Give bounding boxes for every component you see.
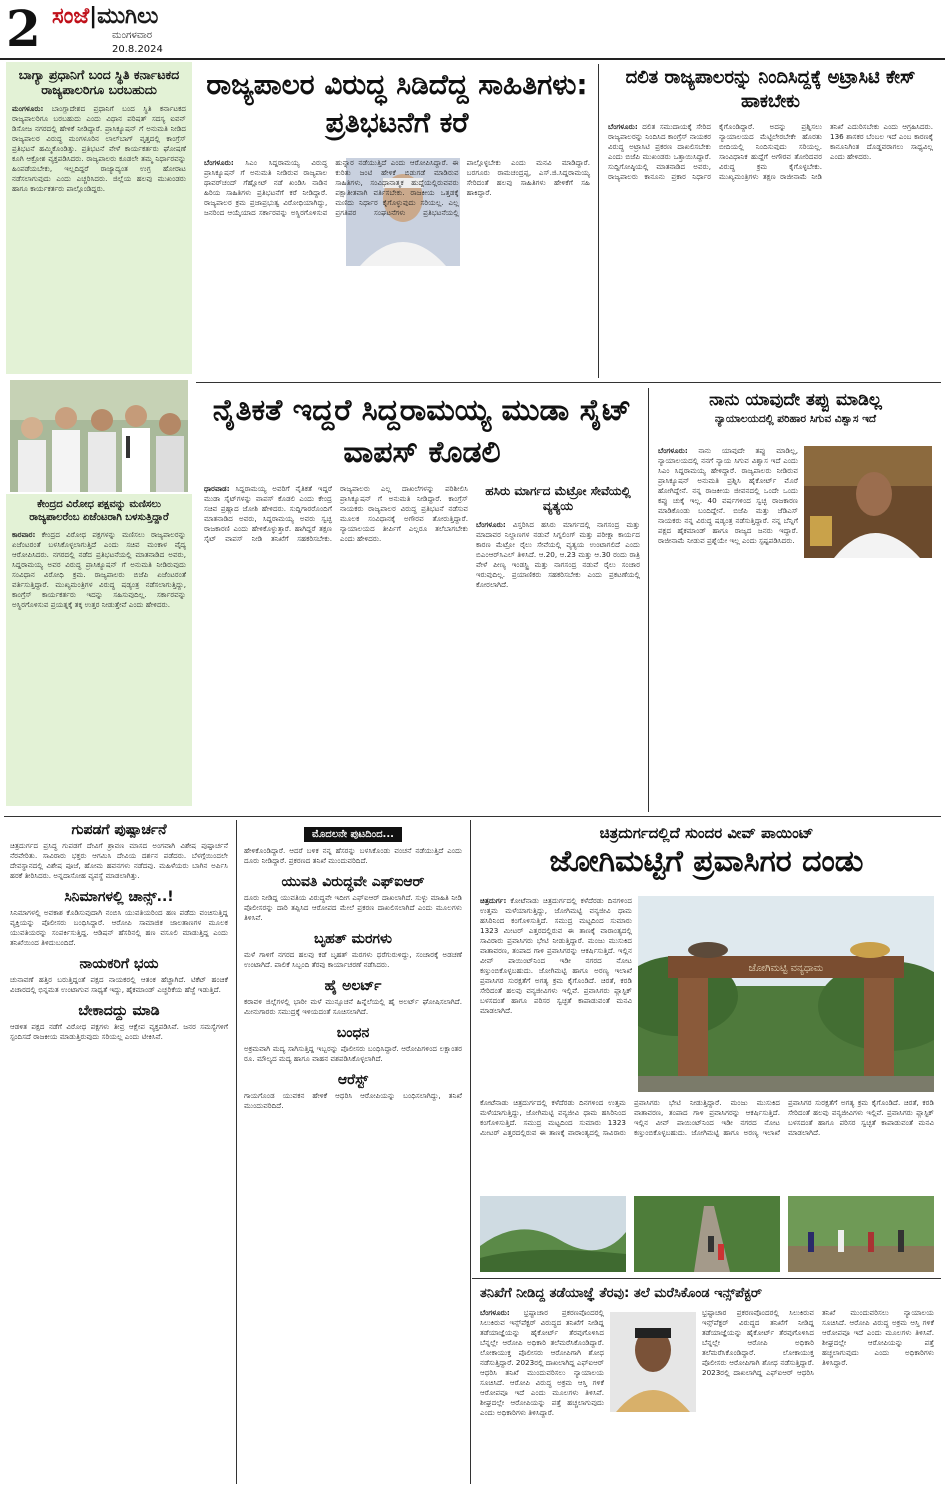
story1-text: ಸಿಎಂ ಸಿದ್ದರಾಮಯ್ಯ ವಿರುದ್ಧ ಪ್ರಾಸಿಕ್ಯೂಷನ್ ಗೆ ಅನುಮತಿ ನೀಡಿರುವ ರಾಜ್ಯಪಾಲ ಥಾವರ್‌ಚಂದ್ ಗೆಹ್ಲೋಟ್ ನಡೆ ಖಂಡಿಸಿ ನಾಡಿನ ಹಿರಿಯ ಸಾಹಿತಿಗಳು ಪ್ರತಿಭಟನೆಗೆ ಕರೆ ನೀಡಿದ್ದಾರೆ. ರಾಜ್ಯಪಾಲರ ಕ್ರಮ ಪ್ರಜಾಪ್ರಭುತ್ವ ವಿರೋಧಿಯಾಗಿದ್ದು, ಜನರಿಂದ ಆಯ್ಕೆಯಾದ ಸರ್ಕಾರವನ್ನು ಅಸ್ಥಿರಗೊಳಿಸುವ ಹುನ್ನಾರ ನಡೆಯುತ್ತಿದೆ ಎಂದು ಆರೋಪಿಸಿದ್ದಾರೆ. ಈ ಕುರಿತು ಜಂಟಿ ಹೇಳಿಕೆ ಬಿಡುಗಡೆ ಮಾಡಿರುವ ಸಾಹಿತಿಗಳು, ಸಂವಿಧಾನಾತ್ಮಕ ಹುದ್ದೆಯಲ್ಲಿರುವವರು ಪಕ್ಷಾತೀತವಾಗಿ ವರ್ತಿಸಬೇಕು. ರಾಜಕೀಯ ಒತ್ತಡಕ್ಕೆ ಮಣಿದು ನಿರ್ಧಾರ ಕೈಗೊಳ್ಳುವುದು ಸರಿಯಲ್ಲ. ಎಲ್ಲ ಪ್ರಗತಿಪರ ಸಂಘಟನೆಗಳು ಪ್ರತಿಭಟನೆಯಲ್ಲಿ ಪಾಲ್ಗೊಳ್ಳಬೇಕು ಎಂದು ಮನವಿ ಮಾಡಿದ್ದಾರೆ. ಬರಗೂರು ರಾಮಚಂದ್ರಪ್ಪ, ಎಸ್.ಜಿ.ಸಿದ್ದರಾಮಯ್ಯ ಸೇರಿದಂತೆ ಹಲವು ಸಾಹಿತಿಗಳು ಹೇಳಿಕೆಗೆ ಸಹಿ ಹಾಕಿದ್ದಾರೆ. — [204, 158, 590, 217]
story2-headline: ದಲಿತ ರಾಜ್ಯಪಾಲರನ್ನು ನಿಂದಿಸಿದ್ದಕ್ಕೆ ಅಟ್ರಾಸಿಟಿ ಕೇಸ್ ಹಾಕಬೇಕು — [625, 67, 916, 112]
story5-section3-head: ನಾಯಕರಿಗೆ ಭಯ — [79, 956, 159, 972]
story-cm-innocent — [652, 386, 939, 814]
story6-section5-body: ಗಾಯಗೊಂಡ ಯುವಕನ ಹೇಳಿಕೆ ಆಧರಿಸಿ ಆರೋಪಿಯನ್ನು ಬಂಧಿಸಲಾಗಿದ್ದು, ತನಿಖೆ ಮುಂದುವರಿದಿದೆ. — [244, 1091, 462, 1110]
cm-photo — [804, 446, 932, 558]
page-number: 2 — [6, 0, 41, 58]
story6-section4-body: ಅಕ್ರಮವಾಗಿ ಮದ್ಯ ಸಾಗಿಸುತ್ತಿದ್ದ ಇಬ್ಬರನ್ನು ಪೊಲೀಸರು ಬಂಧಿಸಿದ್ದಾರೆ. ಆರೋಪಿಗಳಿಂದ ಲಕ್ಷಾಂತರ ರೂ. ಮೌಲ್ಯದ ಮದ್ಯ ಹಾಗೂ ವಾಹನ ವಶಪಡಿಸಿಕೊಳ್ಳಲಾಗಿದೆ. — [244, 1044, 462, 1063]
protest-photo — [10, 380, 188, 492]
story6-section3-body: ಕರಾವಳಿ ಜಿಲ್ಲೆಗಳಲ್ಲಿ ಭಾರೀ ಮಳೆ ಮುನ್ಸೂಚನೆ ಹಿನ್ನೆಲೆಯಲ್ಲಿ ಹೈ ಅಲರ್ಟ್ ಘೋಷಿಸಲಾಗಿದೆ. ಮೀನುಗಾರರು ಸಮುದ್ರಕ್ಕೆ ಇಳಿಯದಂತೆ ಸೂಚಿಸಲಾಗಿದೆ. — [244, 997, 462, 1016]
left-top-dateline: ಮಂಗಳೂರು: — [12, 103, 44, 113]
metro-dateline: ಬೆಂಗಳೂರು: — [476, 520, 506, 529]
story-governor-writers — [198, 62, 596, 380]
story2-text: ದಲಿತ ಸಮುದಾಯಕ್ಕೆ ಸೇರಿದ ರಾಜ್ಯಪಾಲರನ್ನು ನಿಂದಿಸಿದ ಕಾಂಗ್ರೆಸ್ ನಾಯಕರ ವಿರುದ್ಧ ಅಟ್ರಾಸಿಟಿ ಪ್ರಕರಣ ದಾಖಲಿಸಬೇಕು ಎಂದು ಬಿಜೆಪಿ ಮುಖಂಡರು ಒತ್ತಾಯಿಸಿದ್ದಾರೆ. ಸುದ್ದಿಗೋಷ್ಠಿಯಲ್ಲಿ ಮಾತನಾಡಿದ ಅವರು, ರಾಜ್ಯಪಾಲರು ಕಾನೂನು ಪ್ರಕಾರ ನಿರ್ಧಾರ ಕೈಗೊಂಡಿದ್ದಾರೆ. ಅದನ್ನು ಪ್ರಶ್ನಿಸಲು ನ್ಯಾಯಾಲಯದ ಮೆಟ್ಟಿಲೇರಬೇಕೇ ಹೊರತು ಬೀದಿಯಲ್ಲಿ ನಿಂದಿಸುವುದು ಸರಿಯಲ್ಲ. ಸಾಂವಿಧಾನಿಕ ಹುದ್ದೆಗೆ ಅಗೌರವ ತೋರಿದವರ ವಿರುದ್ಧ ಕ್ರಮ ಕೈಗೊಳ್ಳಬೇಕು. ಮುಖ್ಯಮಂತ್ರಿಗಳು ತಕ್ಷಣ ರಾಜೀನಾಮೆ ನೀಡಿ ತನಿಖೆ ಎದುರಿಸಬೇಕು ಎಂದು ಆಗ್ರಹಿಸಿದರು. 136 ಶಾಸಕರ ಬೆಂಬಲ ಇದೆ ಎಂಬ ಕಾರಣಕ್ಕೆ ಕಾನೂನಿಗಿಂತ ದೊಡ್ಡವರಾಗಲು ಸಾಧ್ಯವಿಲ್ಲ ಎಂದು ಹೇಳಿದರು. — [608, 122, 933, 181]
inspector-photo-graphic — [610, 1312, 696, 1412]
story8-body-right — [702, 1308, 934, 1480]
brand-separator: | — [89, 4, 98, 29]
row-rule — [4, 816, 941, 817]
left-bottom-dateline: ಕಾರವಾರ: — [12, 530, 36, 539]
story7-body-left — [480, 896, 632, 1092]
story4-text: ನಾನು ಯಾವುದೇ ತಪ್ಪು ಮಾಡಿಲ್ಲ, ನ್ಯಾಯಾಲಯದಲ್ಲಿ ನನಗೆ ನ್ಯಾಯ ಸಿಗುವ ವಿಶ್ವಾಸ ಇದೆ ಎಂದು ಸಿಎಂ ಸಿದ್ದರಾಮಯ್ಯ ಹೇಳಿದ್ದಾರೆ. ರಾಜ್ಯಪಾಲರು ನೀಡಿರುವ ಪ್ರಾಸಿಕ್ಯೂಷನ್ ಅನುಮತಿ ಪ್ರಶ್ನಿಸಿ ಹೈಕೋರ್ಟ್ ಮೊರೆ ಹೋಗಿದ್ದೇನೆ. ನನ್ನ ರಾಜಕೀಯ ಜೀವನದಲ್ಲಿ ಒಂದೇ ಒಂದು ಕಪ್ಪು ಚುಕ್ಕೆ ಇಲ್ಲ. 40 ವರ್ಷಗಳಿಂದ ಸ್ವಚ್ಛ ರಾಜಕಾರಣ ಮಾಡಿಕೊಂಡು ಬಂದಿದ್ದೇನೆ. ಬಿಜೆಪಿ ಮತ್ತು ಜೆಡಿಎಸ್ ನಾಯಕರು ನನ್ನ ವಿರುದ್ಧ ಷಡ್ಯಂತ್ರ ನಡೆಸುತ್ತಿದ್ದಾರೆ. ನನ್ನ ಬೆನ್ನಿಗೆ ಪಕ್ಷದ ಹೈಕಮಾಂಡ್ ಹಾಗೂ ರಾಜ್ಯದ ಜನರು ಇದ್ದಾರೆ. ರಾಜೀನಾಮೆ ನೀಡುವ ಪ್ರಶ್ನೆಯೇ ಇಲ್ಲ ಎಂದು ಸ್ಪಷ್ಟಪಡಿಸಿದರು. — [658, 446, 798, 545]
column-rule — [236, 820, 237, 1484]
story-continued — [240, 820, 466, 1484]
story7-dateline: ಚಿತ್ರದುರ್ಗ: — [480, 896, 507, 905]
tourists-photo — [788, 1196, 934, 1272]
path-photo-graphic — [634, 1196, 780, 1272]
brand-part-1: ಸಂಜೆ — [52, 4, 90, 29]
brand-part-2: ಮುಗಿಲು — [97, 4, 159, 29]
path-photo — [634, 1196, 780, 1272]
left-top-story — [6, 62, 192, 374]
left-top-headline: ಬಾಗ್ಯಾ ಪ್ರಧಾನಿಗೆ ಬಂದ ಸ್ಥಿತಿ ಕರ್ನಾಟಕದ ರಾಜ್ಯಪಾಲರಿಗೂ ಬರಬಹುದು — [18, 67, 180, 97]
jogimatti-gate-graphic — [638, 896, 934, 1092]
story8-text: ಭ್ರಷ್ಟಾಚಾರ ಪ್ರಕರಣವೊಂದರಲ್ಲಿ ಸಿಲುಕಿರುವ ಇನ್ಸ್‌ಪೆಕ್ಟರ್ ವಿರುದ್ಧದ ತನಿಖೆಗೆ ನೀಡಿದ್ದ ತಡೆಯಾಜ್ಞೆಯನ್ನು ಹೈಕೋರ್ಟ್ ತೆರವುಗೊಳಿಸಿದ ಬೆನ್ನಲ್ಲೇ ಆರೋಪಿ ಅಧಿಕಾರಿ ತಲೆಮರೆಸಿಕೊಂಡಿದ್ದಾರೆ. ಲೋಕಾಯುಕ್ತ ಪೊಲೀಸರು ಆರೋಪಿಗಾಗಿ ಶೋಧ ನಡೆಸುತ್ತಿದ್ದಾರೆ. 2023ರಲ್ಲಿ ದಾಖಲಾಗಿದ್ದ ಎಫ್‌ಐಆರ್ ಆಧರಿಸಿ ತನಿಖೆ ಮುಂದುವರಿಸಲು ನ್ಯಾಯಾಲಯ ಸೂಚಿಸಿದೆ. ಆರೋಪಿ ವಿರುದ್ಧ ಅಕ್ರಮ ಆಸ್ತಿ ಗಳಿಕೆ ಆರೋಪವೂ ಇದೆ ಎಂದು ಮೂಲಗಳು ತಿಳಿಸಿವೆ. ಶೀಘ್ರದಲ್ಲೇ ಆರೋಪಿಯನ್ನು ಪತ್ತೆ ಹಚ್ಚಲಾಗುವುದು ಎಂದು ಅಧಿಕಾರಿಗಳು ತಿಳಿಸಿದ್ದಾರೆ. — [480, 1308, 604, 1417]
masthead — [0, 0, 945, 60]
story5-section2-body: ಸಿನಿಮಾಗಳಲ್ಲಿ ಅವಕಾಶ ಕೊಡಿಸುವುದಾಗಿ ನಂಬಿಸಿ ಯುವತಿಯರಿಂದ ಹಣ ಪಡೆದು ವಂಚಿಸುತ್ತಿದ್ದ ವ್ಯಕ್ತಿಯನ್ನು ಪೊಲೀಸರು ಬಂಧಿಸಿದ್ದಾರೆ. ಆರೋಪಿ ಸಾಮಾಜಿಕ ಜಾಲತಾಣಗಳ ಮೂಲಕ ಯುವತಿಯರನ್ನು ಸಂಪರ್ಕಿಸುತ್ತಿದ್ದ. ಆಡಿಷನ್ ಹೆಸರಿನಲ್ಲಿ ಹಣ ವಸೂಲಿ ಮಾಡುತ್ತಿದ್ದ ಎಂದು ತನಿಖೆಯಿಂದ ತಿಳಿದುಬಂದಿದೆ. — [10, 908, 228, 947]
column-rule — [598, 64, 599, 378]
continued-tag: ಮೊದಲನೇ ಪುಟದಿಂದ... — [304, 827, 402, 842]
story-muda-site — [198, 386, 646, 814]
story6-section4-head: ಬಂಧನ — [336, 1025, 370, 1041]
hills-photo-graphic — [480, 1196, 626, 1272]
story6-section1-body: ದೂರು ನೀಡಿದ್ದ ಯುವತಿಯ ವಿರುದ್ಧವೇ ಇದೀಗ ಎಫ್‌ಐಆರ್ ದಾಖಲಾಗಿದೆ. ಸುಳ್ಳು ಮಾಹಿತಿ ನೀಡಿ ಪೊಲೀಸರನ್ನು ದಾರಿ ತಪ್ಪಿಸಿದ ಆರೋಪದ ಮೇಲೆ ಪ್ರಕರಣ ದಾಖಲಿಸಲಾಗಿದೆ ಎಂದು ಮೂಲಗಳು ತಿಳಿಸಿವೆ. — [244, 893, 462, 922]
left-photo-caption: ಕೇಂದ್ರದ ವಿರೋಧ ಪಕ್ಷವನ್ನು ಮಣಿಸಲು ರಾಜ್ಯಪಾಲರೆಂಬ ಏಜೆಂಟರಾಗಿ ಬಳಸುತ್ತಿದ್ದಾರೆ — [29, 499, 169, 523]
metro-body — [476, 520, 640, 590]
story5-section2-head: ಸಿನಿಮಾಗಳಲ್ಲಿ ಚಾನ್ಸ್..! — [64, 889, 174, 905]
story1-body — [204, 158, 590, 374]
story1-dateline: ಬೆಂಗಳೂರು: — [204, 158, 234, 167]
story7-text-continued: ಕೋಟೆನಾಡು ಚಿತ್ರದುರ್ಗದಲ್ಲಿ ಕಳೆದೆರಡು ದಿನಗಳಿಂದ ಉತ್ತಮ ಮಳೆಯಾಗುತ್ತಿದ್ದು, ಜೋಗಿಮಟ್ಟಿ ವನ್ಯಜೀವಿ ಧಾಮ ಹಸಿರಿನಿಂದ ಕಂಗೊಳಿಸುತ್ತಿದೆ. ಸಮುದ್ರ ಮಟ್ಟದಿಂದ ಸುಮಾರು 1323 ಮೀಟರ್ ಎತ್ತರದಲ್ಲಿರುವ ಈ ತಾಣಕ್ಕೆ ವಾರಾಂತ್ಯದಲ್ಲಿ ಸಾವಿರಾರು ಪ್ರವಾಸಿಗರು ಭೇಟಿ ನೀಡುತ್ತಿದ್ದಾರೆ. ಮಂಜು ಮುಸುಕಿದ ವಾತಾವರಣ, ತಂಪಾದ ಗಾಳಿ ಪ್ರವಾಸಿಗರನ್ನು ಆಕರ್ಷಿಸುತ್ತಿದೆ. ಇಲ್ಲಿನ ವೀವ್ ಪಾಯಿಂಟ್‌ನಿಂದ ಇಡೀ ನಗರದ ನೋಟ ಕಣ್ತುಂಬಿಕೊಳ್ಳಬಹುದು. ಜೋಗಿಮಟ್ಟಿ ಹಾಗೂ ಅರಣ್ಯ ಇಲಾಖೆ ಪ್ರವಾಸಿಗರ ಸುರಕ್ಷತೆಗೆ ಅಗತ್ಯ ಕ್ರಮ ಕೈಗೊಂಡಿದೆ. ಚಿರತೆ, ಕರಡಿ ಸೇರಿದಂತೆ ಹಲವು ವನ್ಯಜೀವಿಗಳು ಇಲ್ಲಿವೆ. ಪ್ರವಾಸಿಗರು ಪ್ಲಾಸ್ಟಿಕ್ ಬಳಸದಂತೆ ಹಾಗೂ ಪರಿಸರ ಸ್ವಚ್ಛತೆ ಕಾಪಾಡುವಂತೆ ಮನವಿ ಮಾಡಲಾಗಿದೆ. — [480, 1098, 934, 1137]
story4-subheadline: ನ್ಯಾಯಾಲಯದಲ್ಲಿ ಪರಿಹಾರ ಸಿಗುವ ವಿಶ್ವಾಸ ಇದೆ — [714, 413, 877, 426]
newspaper-logo — [52, 4, 158, 29]
cm-photo-graphic — [804, 446, 932, 558]
story5-section3-body: ಚುನಾವಣೆ ಹತ್ತಿರ ಬರುತ್ತಿದ್ದಂತೆ ಪಕ್ಷದ ನಾಯಕರಲ್ಲಿ ಆತಂಕ ಹೆಚ್ಚಾಗಿದೆ. ಟಿಕೆಟ್ ಹಂಚಿಕೆ ವಿಚಾರದಲ್ಲಿ ಭಿನ್ನಮತ ಉಂಟಾಗುವ ಸಾಧ್ಯತೆ ಇದ್ದು, ಹೈಕಮಾಂಡ್ ಎಚ್ಚರಿಕೆಯ ಹೆಜ್ಜೆ ಇಡುತ್ತಿದೆ. — [10, 975, 228, 994]
story6-intro: ಹೇಳಿಕೊಂಡಿದ್ದಾರೆ. ಆದರೆ ಬಳಿಕ ನನ್ನ ಹೆಸರನ್ನು ಬಳಸಿಕೊಂಡು ವಂಚನೆ ನಡೆಯುತ್ತಿದೆ ಎಂದು ದೂರು ನೀಡಿದ್ದಾರೆ. ಪ್ರಕರಣದ ತನಿಖೆ ಮುಂದುವರಿದಿದೆ. — [244, 846, 462, 865]
story7-text: ಕೋಟೆನಾಡು ಚಿತ್ರದುರ್ಗದಲ್ಲಿ ಕಳೆದೆರಡು ದಿನಗಳಿಂದ ಉತ್ತಮ ಮಳೆಯಾಗುತ್ತಿದ್ದು, ಜೋಗಿಮಟ್ಟಿ ವನ್ಯಜೀವಿ ಧಾಮ ಹಸಿರಿನಿಂದ ಕಂಗೊಳಿಸುತ್ತಿದೆ. ಸಮುದ್ರ ಮಟ್ಟದಿಂದ ಸುಮಾರು 1323 ಮೀಟರ್ ಎತ್ತರದಲ್ಲಿರುವ ಈ ತಾಣಕ್ಕೆ ವಾರಾಂತ್ಯದಲ್ಲಿ ಸಾವಿರಾರು ಪ್ರವಾಸಿಗರು ಭೇಟಿ ನೀಡುತ್ತಿದ್ದಾರೆ. ಮಂಜು ಮುಸುಕಿದ ವಾತಾವರಣ, ತಂಪಾದ ಗಾಳಿ ಪ್ರವಾಸಿಗರನ್ನು ಆಕರ್ಷಿಸುತ್ತಿದೆ. ಇಲ್ಲಿನ ವೀವ್ ಪಾಯಿಂಟ್‌ನಿಂದ ಇಡೀ ನಗರದ ನೋಟ ಕಣ್ತುಂಬಿಕೊಳ್ಳಬಹುದು. ಜೋಗಿಮಟ್ಟಿ ಹಾಗೂ ಅರಣ್ಯ ಇಲಾಖೆ ಪ್ರವಾಸಿಗರ ಸುರಕ್ಷತೆಗೆ ಅಗತ್ಯ ಕ್ರಮ ಕೈಗೊಂಡಿದೆ. ಚಿರತೆ, ಕರಡಿ ಸೇರಿದಂತೆ ಹಲವು ವನ್ಯಜೀವಿಗಳು ಇಲ್ಲಿವೆ. ಪ್ರವಾಸಿಗರು ಪ್ಲಾಸ್ಟಿಕ್ ಬಳಸದಂತೆ ಹಾಗೂ ಪರಿಸರ ಸ್ವಚ್ಛತೆ ಕಾಪಾಡುವಂತೆ ಮನವಿ ಮಾಡಲಾಗಿದೆ. — [480, 896, 632, 1015]
story3-dateline: ಧಾರವಾಡ: — [204, 484, 230, 493]
story2-body — [608, 122, 933, 372]
story5-body: ಚಿತ್ರದುರ್ಗದ ಪ್ರಸಿದ್ಧ ಗುಪಡಗೆ ದೇವಿಗೆ ಶ್ರಾವಣ ಮಾಸದ ಅಂಗವಾಗಿ ವಿಶೇಷ ಪುಷ್ಪಾರ್ಚನೆ ನೆರವೇರಿತು. ಸಾವಿರಾರು ಭಕ್ತರು ಆಗಮಿಸಿ ದೇವಿಯ ದರ್ಶನ ಪಡೆದರು. ಬೆಳಗ್ಗೆಯಿಂದಲೇ ದೇವಸ್ಥಾನದಲ್ಲಿ ವಿಶೇಷ ಪೂಜೆ, ಹೋಮ ಹವನಗಳು ನಡೆದವು. ಮಹಿಳೆಯರು ಬಾಗಿನ ಅರ್ಪಿಸಿ ಹರಕೆ ತೀರಿಸಿದರು. ಅನ್ನದಾಸೋಹ ವ್ಯವಸ್ಥೆ ಮಾಡಲಾಗಿತ್ತು. — [10, 841, 228, 880]
metro-headline: ಹಸಿರು ಮಾರ್ಗದ ಮೆಟ್ರೋ ಸೇವೆಯಲ್ಲಿ ವ್ಯತ್ಯಯ — [485, 484, 631, 513]
story1-headline: ರಾಜ್ಯಪಾಲರ ವಿರುದ್ಧ ಸಿಡಿದೆದ್ದ ಸಾಹಿತಿಗಳು: ಪ್ರತಿಭಟನೆಗೆ ಕರೆ — [206, 68, 588, 139]
metro-text: ವಿಸ್ತರಿಸಿದ ಹಸಿರು ಮಾರ್ಗದಲ್ಲಿ ನಾಗಸಂದ್ರ ಮತ್ತು ಮಾದಾವರ ನಿಲ್ದಾಣಗಳ ನಡುವೆ ಸಿಗ್ನಲಿಂಗ್ ಮತ್ತು ಪರೀಕ್ಷಾ ಕಾರ್ಯದ ಕಾರಣ ಮೆಟ್ರೋ ರೈಲು ಸೇವೆಯಲ್ಲಿ ವ್ಯತ್ಯಯ ಉಂಟಾಗಲಿದೆ ಎಂದು ಬಿಎಂಆರ್‌ಸಿಎಲ್ ತಿಳಿಸಿದೆ. ಆ.20, ಆ.23 ಮತ್ತು ಆ.30 ರಂದು ರಾತ್ರಿ ವೇಳೆ ಪೀಣ್ಯ ಇಂಡಸ್ಟ್ರಿ ಮತ್ತು ನಾಗಸಂದ್ರ ನಡುವೆ ರೈಲು ಸಂಚಾರ ಇರುವುದಿಲ್ಲ. ಪ್ರಯಾಣಿಕರು ಸಹಕರಿಸಬೇಕು ಎಂದು ಪ್ರಕಟಣೆಯಲ್ಲಿ ಕೋರಲಾಗಿದೆ. — [476, 520, 640, 589]
issue-date: 20.8.2024 — [112, 44, 163, 55]
story8-text-continued: ಭ್ರಷ್ಟಾಚಾರ ಪ್ರಕರಣವೊಂದರಲ್ಲಿ ಸಿಲುಕಿರುವ ಇನ್ಸ್‌ಪೆಕ್ಟರ್ ವಿರುದ್ಧದ ತನಿಖೆಗೆ ನೀಡಿದ್ದ ತಡೆಯಾಜ್ಞೆಯನ್ನು ಹೈಕೋರ್ಟ್ ತೆರವುಗೊಳಿಸಿದ ಬೆನ್ನಲ್ಲೇ ಆರೋಪಿ ಅಧಿಕಾರಿ ತಲೆಮರೆಸಿಕೊಂಡಿದ್ದಾರೆ. ಲೋಕಾಯುಕ್ತ ಪೊಲೀಸರು ಆರೋಪಿಗಾಗಿ ಶೋಧ ನಡೆಸುತ್ತಿದ್ದಾರೆ. 2023ರಲ್ಲಿ ದಾಖಲಾಗಿದ್ದ ಎಫ್‌ಐಆರ್ ಆಧರಿಸಿ ತನಿಖೆ ಮುಂದುವರಿಸಲು ನ್ಯಾಯಾಲಯ ಸೂಚಿಸಿದೆ. ಆರೋಪಿ ವಿರುದ್ಧ ಅಕ್ರಮ ಆಸ್ತಿ ಗಳಿಕೆ ಆರೋಪವೂ ಇದೆ ಎಂದು ಮೂಲಗಳು ತಿಳಿಸಿವೆ. ಶೀಘ್ರದಲ್ಲೇ ಆರೋಪಿಯನ್ನು ಪತ್ತೆ ಹಚ್ಚಲಾಗುವುದು ಎಂದು ಅಧಿಕಾರಿಗಳು ತಿಳಿಸಿದ್ದಾರೆ. — [702, 1308, 934, 1377]
story-gupadage — [6, 820, 232, 1484]
left-top-body — [12, 104, 186, 194]
story-jogimatti — [474, 820, 939, 1276]
issue-day: ಮಂಗಳವಾರ — [112, 30, 153, 41]
story8-body-left — [480, 1308, 604, 1480]
story6-section2-head: ಬೃಹತ್ ಮರಗಳು — [314, 931, 392, 947]
story7-body-lower — [480, 1098, 934, 1190]
row-rule — [196, 382, 941, 383]
protest-photo-graphic — [10, 380, 188, 492]
story6-section3-head: ಹೈ ಅಲರ್ಟ್ — [324, 978, 382, 994]
story-atrocity-case — [602, 62, 939, 380]
story4-headline: ನಾನು ಯಾವುದೇ ತಪ್ಪು ಮಾಡಿಲ್ಲ — [709, 390, 882, 410]
column-rule — [648, 388, 649, 812]
jogimatti-gate-photo — [638, 896, 934, 1092]
story5-headline: ಗುಪಡಗೆ ಪುಷ್ಪಾರ್ಚನೆ — [71, 822, 167, 838]
story7-kicker: ಚಿತ್ರದುರ್ಗದಲ್ಲಿದೆ ಸುಂದರ ವೀವ್ ಪಾಯಿಂಟ್ — [599, 824, 814, 842]
story6-section5-head: ಆರೆಸ್ಟ್ — [337, 1072, 369, 1088]
metro-story — [476, 484, 640, 806]
story7-headline: ಜೋಗಿಮಟ್ಟಿಗೆ ಪ್ರವಾಸಿಗರ ದಂಡು — [549, 844, 864, 879]
gate-sign-text: ಜೋಗಿಮಟ್ಟಿ ವನ್ಯಧಾಮ — [748, 963, 824, 974]
story2-dateline: ಬೆಂಗಳೂರು: — [608, 122, 638, 131]
story3-headline: ನೈತಿಕತೆ ಇದ್ದರೆ ಸಿದ್ದರಾಮಯ್ಯ ಮುಡಾ ಸೈಟ್ ವಾಪಸ್ ಕೊಡಲಿ — [212, 393, 632, 470]
story4-body — [658, 446, 798, 806]
story4-dateline: ಬೆಂಗಳೂರು: — [658, 446, 688, 455]
row-rule — [472, 1278, 941, 1279]
left-bottom-story — [6, 494, 192, 806]
story8-headline: ತನಿಖೆಗೆ ನೀಡಿದ್ದ ತಡೆಯಾಜ್ಞೆ ತೆರವು: ತಲೆ ಮರೆಸಿಕೊಂಡ ಇನ್ಸ್‌ಪೆಕ್ಟರ್ — [480, 1286, 762, 1301]
inspector-photo — [610, 1312, 696, 1412]
left-top-text: ಬಾಂಗ್ಲಾದೇಶದ ಪ್ರಧಾನಿಗೆ ಬಂದ ಸ್ಥಿತಿ ಕರ್ನಾಟಕದ ರಾಜ್ಯಪಾಲರಿಗೂ ಬರಬಹುದು ಎಂದು ವಿಧಾನ ಪರಿಷತ್ ಸದಸ್ಯ ಐವನ್ ಡಿಸೋಜ ನಗರದಲ್ಲಿ ಹೇಳಿಕೆ ನೀಡಿದ್ದಾರೆ. ಪ್ರಾಸಿಕ್ಯೂಷನ್ ಗೆ ಅನುಮತಿ ನೀಡಿದ ರಾಜ್ಯಪಾಲರ ವಿರುದ್ಧ ಮಂಗಳೂರಿನ ಲಾಲ್‌ಬಾಗ್ ವೃತ್ತದಲ್ಲಿ ಕಾಂಗ್ರೆಸ್ ಪ್ರತಿಭಟನೆ ಹಮ್ಮಿಕೊಂಡಿತ್ತು. ಪ್ರತಿಭಟನೆ ವೇಳೆ ಕಾರ್ಯಕರ್ತರು ಘೋಷಣೆ ಕೂಗಿ ಆಕ್ರೋಶ ವ್ಯಕ್ತಪಡಿಸಿದರು. ರಾಜ್ಯಪಾಲರು ಕೂಡಲೇ ತಮ್ಮ ನಿರ್ಧಾರವನ್ನು ಹಿಂಪಡೆಯಬೇಕು, ಇಲ್ಲದಿದ್ದರೆ ರಾಜ್ಯಾದ್ಯಂತ ಉಗ್ರ ಹೋರಾಟ ನಡೆಸಲಾಗುವುದು ಎಂದು ಎಚ್ಚರಿಸಿದರು. ಜಿಲ್ಲೆಯ ಹಲವು ಮುಖಂಡರು ಹಾಗೂ ಕಾರ್ಯಕರ್ತರು ಪಾಲ್ಗೊಂಡಿದ್ದರು. — [12, 103, 186, 193]
story-inspector — [474, 1282, 939, 1484]
story3-text: ಸಿದ್ದರಾಮಯ್ಯ ಅವರಿಗೆ ನೈತಿಕತೆ ಇದ್ದರೆ ಮುಡಾ ಸೈಟ್‌ಗಳನ್ನು ವಾಪಸ್ ಕೊಡಲಿ ಎಂದು ಕೇಂದ್ರ ಸಚಿವ ಪ್ರಹ್ಲಾದ ಜೋಶಿ ಹೇಳಿದರು. ಸುದ್ದಿಗಾರರೊಂದಿಗೆ ಮಾತನಾಡಿದ ಅವರು, ಸಿದ್ದರಾಮಯ್ಯ ಅವರು ಸ್ವಚ್ಛ ರಾಜಕಾರಣಿ ಎಂದು ಹೇಳಿಕೊಳ್ಳುತ್ತಾರೆ. ಹಾಗಿದ್ದರೆ ತಕ್ಷಣ ಸೈಟ್ ವಾಪಸ್ ನೀಡಿ ತನಿಖೆಗೆ ಸಹಕರಿಸಬೇಕು. ರಾಜ್ಯಪಾಲರು ಎಲ್ಲ ದಾಖಲೆಗಳನ್ನು ಪರಿಶೀಲಿಸಿ ಪ್ರಾಸಿಕ್ಯೂಷನ್ ಗೆ ಅನುಮತಿ ನೀಡಿದ್ದಾರೆ. ಕಾಂಗ್ರೆಸ್ ನಾಯಕರು ರಾಜ್ಯಪಾಲರ ವಿರುದ್ಧ ಪ್ರತಿಭಟನೆ ನಡೆಸುವ ಮೂಲಕ ಸಂವಿಧಾನಕ್ಕೆ ಅಗೌರವ ತೋರುತ್ತಿದ್ದಾರೆ. ನ್ಯಾಯಾಲಯದ ತೀರ್ಪಿಗೆ ಎಲ್ಲರೂ ತಲೆಬಾಗಬೇಕು ಎಂದು ಹೇಳಿದರು. — [204, 484, 468, 543]
hills-photo — [480, 1196, 626, 1272]
story5-section4-body: ಆಡಳಿತ ಪಕ್ಷದ ನಡೆಗೆ ವಿರೋಧ ಪಕ್ಷಗಳು ತೀವ್ರ ಆಕ್ಷೇಪ ವ್ಯಕ್ತಪಡಿಸಿವೆ. ಜನರ ಸಮಸ್ಯೆಗಳಿಗೆ ಸ್ಪಂದಿಸದೆ ರಾಜಕೀಯ ಮಾಡುತ್ತಿರುವುದು ಸರಿಯಲ್ಲ ಎಂದು ಟೀಕಿಸಿವೆ. — [10, 1022, 228, 1041]
left-bottom-text: ಕೇಂದ್ರದ ವಿರೋಧ ಪಕ್ಷಗಳನ್ನು ಮಣಿಸಲು ರಾಜ್ಯಪಾಲರನ್ನು ಏಜೆಂಟರಂತೆ ಬಳಸಿಕೊಳ್ಳಲಾಗುತ್ತಿದೆ ಎಂದು ಸಚಿವ ಮಂಕಾಳ ವೈದ್ಯ ಆರೋಪಿಸಿದರು. ನಗರದಲ್ಲಿ ನಡೆದ ಪ್ರತಿಭಟನೆಯಲ್ಲಿ ಮಾತನಾಡಿದ ಅವರು, ಸಿದ್ದರಾಮಯ್ಯ ಅವರ ವಿರುದ್ಧ ಪ್ರಾಸಿಕ್ಯೂಷನ್ ಗೆ ಅನುಮತಿ ನೀಡಿರುವುದು ಸಂವಿಧಾನ ವಿರೋಧಿ ಕ್ರಮ. ರಾಜ್ಯಪಾಲರು ಬಿಜೆಪಿ ಏಜೆಂಟರಂತೆ ವರ್ತಿಸುತ್ತಿದ್ದಾರೆ. ಮುಖ್ಯಮಂತ್ರಿಗಳ ವಿರುದ್ಧ ಷಡ್ಯಂತ್ರ ನಡೆಸಲಾಗುತ್ತಿದ್ದು, ಕಾಂಗ್ರೆಸ್ ಕಾರ್ಯಕರ್ತರು ಇದನ್ನು ಸಹಿಸುವುದಿಲ್ಲ. ಸರ್ಕಾರವನ್ನು ಅಸ್ಥಿರಗೊಳಿಸುವ ಪ್ರಯತ್ನಕ್ಕೆ ತಕ್ಕ ಉತ್ತರ ನೀಡುತ್ತೇವೆ ಎಂದು ಹೇಳಿದರು. — [12, 530, 186, 609]
column-rule — [470, 820, 471, 1484]
story6-section2-body: ಮಳೆ ಗಾಳಿಗೆ ನಗರದ ಹಲವು ಕಡೆ ಬೃಹತ್ ಮರಗಳು ಧರೆಗುರುಳಿದ್ದು, ಸಂಚಾರಕ್ಕೆ ಅಡಚಣೆ ಉಂಟಾಗಿದೆ. ಪಾಲಿಕೆ ಸಿಬ್ಬಂದಿ ತೆರವು ಕಾರ್ಯಾಚರಣೆ ನಡೆಸಿದರು. — [244, 950, 462, 969]
tourists-photo-graphic — [788, 1196, 934, 1272]
story6-section1-head: ಯುವತಿ ವಿರುದ್ಧವೇ ಎಫ್‌ಐಆರ್ — [281, 874, 425, 890]
story5-section4-head: ಬೇಕಾದದ್ದು ಮಾಡಿ — [78, 1003, 160, 1019]
left-bottom-body — [12, 530, 186, 610]
story8-dateline: ಬೆಂಗಳೂರು: — [480, 1308, 510, 1317]
story3-body — [204, 484, 468, 806]
